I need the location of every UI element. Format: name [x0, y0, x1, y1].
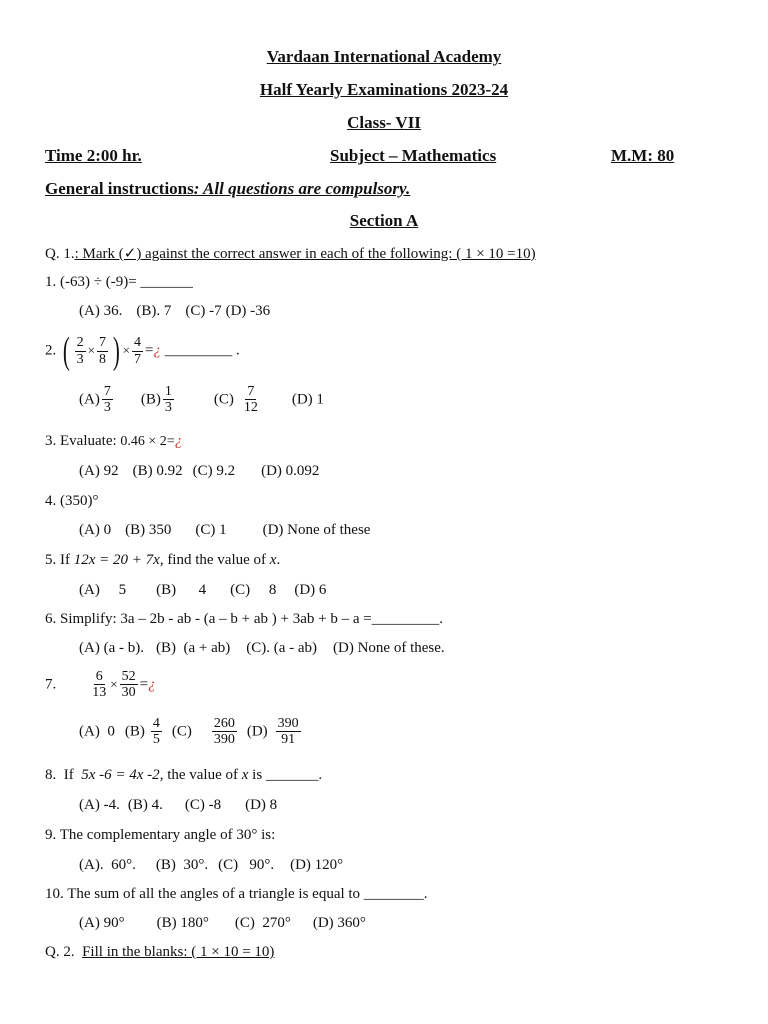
numerator: 1: [164, 384, 172, 399]
denominator: 12: [243, 400, 258, 416]
question-9: 9. The complementary angle of 30° is:: [45, 827, 276, 843]
option: (C) -7: [185, 303, 222, 319]
question-4-options: [79, 522, 370, 539]
option: (A) 36.: [79, 303, 123, 319]
denominator: 3: [103, 400, 111, 416]
time-label: Time 2:00 hr.: [45, 146, 142, 165]
q1-number: Q. 1.: [45, 246, 75, 262]
denominator: 5: [152, 732, 160, 748]
question-1: 1. (-63) ÷ (-9)= _______: [45, 274, 193, 290]
fraction: [75, 335, 86, 367]
option: (A) 5: [79, 582, 127, 598]
question-7: [45, 669, 156, 701]
option: (D) 1: [291, 391, 324, 408]
q2-instruction: Fill in the blanks: ( 1 × 10 = 10): [82, 944, 275, 960]
option: (B) (a + ab): [155, 640, 231, 656]
question-text: is _______.: [248, 767, 323, 783]
question-3-options: [79, 463, 319, 480]
times-sign: ×: [87, 342, 95, 358]
denominator: 91: [281, 732, 296, 748]
question-5-options: [79, 582, 326, 599]
question-8-options: [79, 797, 277, 814]
option: (B): [140, 391, 161, 408]
numerator: 52: [121, 669, 136, 684]
q2-number: Q. 2.: [45, 944, 83, 960]
option: (C): [213, 391, 234, 408]
equals-sign: =: [145, 342, 154, 359]
fraction: [90, 669, 108, 701]
option: (C): [171, 723, 192, 740]
question-8: [45, 767, 322, 784]
fraction: [242, 384, 260, 416]
times-sign: ×: [122, 342, 130, 358]
section-heading: Section A: [349, 211, 419, 230]
instructions-text: : All questions are compulsory.: [193, 179, 411, 198]
question-text: 8. If: [45, 767, 82, 783]
denominator: 8: [99, 351, 106, 367]
school-name: Vardaan International Academy: [266, 47, 502, 66]
expression: 0.46 × 2=: [120, 434, 175, 449]
denominator: 390: [213, 732, 235, 748]
option: (B): [124, 723, 145, 740]
instructions-label: General instructions: [45, 179, 194, 198]
equals-sign: =: [139, 676, 149, 693]
numerator: 6: [95, 669, 103, 684]
option: (D) 6: [294, 582, 327, 598]
max-marks: M.M: 80: [611, 146, 675, 165]
fraction: [151, 716, 162, 748]
option: (A) 0: [79, 723, 115, 740]
subject-label: Subject – Mathematics: [330, 146, 497, 165]
question-text: , the value of: [159, 767, 242, 783]
denominator: 3: [164, 400, 172, 416]
variable: x: [241, 767, 249, 783]
option: (B) 0.92: [132, 463, 183, 479]
option: (A): [79, 391, 100, 408]
numerator: 7: [247, 384, 255, 399]
option: (D): [246, 723, 268, 740]
question-2: [45, 332, 240, 370]
fraction: [163, 384, 174, 416]
option: (B). 7: [136, 303, 172, 319]
question-4: 4. (350)°: [45, 493, 99, 509]
question-10-options: [79, 915, 366, 932]
option: (A) (a - b).: [79, 640, 144, 656]
fraction: [276, 716, 301, 748]
q1-heading: [45, 244, 536, 263]
denominator: 30: [121, 685, 136, 701]
question-9-options: [79, 857, 343, 874]
option: (D) 0.092: [261, 463, 320, 479]
question-6: 6. Simplify: 3a – 2b - ab - (a – b + ab ) + 3ab + b – a =_________.: [45, 611, 443, 627]
question-3: [45, 433, 182, 450]
option: (D) 360°: [312, 915, 366, 931]
option: (C) 270°: [234, 915, 291, 931]
question-2-options: [79, 384, 324, 416]
question-text: , find the value of: [159, 552, 270, 568]
denominator: 7: [134, 351, 141, 367]
option: (D) -36: [225, 303, 271, 319]
q2-heading: [45, 944, 274, 961]
fraction: [102, 384, 113, 416]
option: (D) 120°: [290, 857, 344, 873]
option: (B) 4.: [127, 797, 163, 813]
option: (B) 4: [156, 582, 207, 598]
question-6-options: [79, 640, 445, 657]
q2-number: 2.: [45, 342, 57, 359]
general-instructions: [45, 179, 410, 199]
question-text: 3. Evaluate:: [45, 433, 121, 449]
numerator: 2: [76, 335, 84, 351]
option: (C) 90°.: [218, 857, 275, 873]
q7-number: 7.: [45, 676, 57, 693]
fraction: [120, 669, 138, 701]
q1-instruction: : Mark (✓) against the correct answer in each of the following: ( 1 × 10 =10): [74, 246, 536, 262]
option: (A) 0: [79, 522, 112, 538]
numerator: 390: [277, 716, 299, 731]
option: (D) None of these: [262, 522, 371, 538]
inverted-question-mark: ¿: [153, 342, 161, 359]
option: (D) 8: [245, 797, 278, 813]
exam-title: Half Yearly Examinations 2023-24: [259, 80, 509, 99]
question-5: [45, 552, 280, 569]
class-title: Class- VII: [347, 113, 421, 132]
option: (A) -4.: [79, 797, 120, 813]
option: (C) 8: [230, 582, 277, 598]
numerator: 4: [134, 335, 141, 351]
question-text: 5. If: [45, 552, 74, 568]
times-sign: ×: [110, 676, 118, 692]
option: (B) 350: [125, 522, 172, 538]
right-paren: ): [112, 330, 120, 372]
inverted-question-mark: ¿: [148, 676, 156, 693]
option: (C) 9.2: [192, 463, 236, 479]
equation: 5x -6 = 4x -2: [81, 767, 160, 783]
fraction: [132, 335, 143, 367]
left-paren: (: [62, 330, 70, 372]
equation: 12x = 20 + 7x: [73, 552, 160, 568]
question-10: 10. The sum of all the angles of a triangle is equal to ________.: [45, 886, 428, 902]
option: (C) -8: [184, 797, 222, 813]
option: (A) 92: [79, 463, 119, 479]
variable: x: [269, 552, 277, 568]
inverted-question-mark: ¿: [174, 433, 183, 449]
option: (D) None of these.: [333, 640, 445, 656]
option: (A) 90°: [79, 915, 125, 931]
numerator: 7: [103, 384, 111, 399]
question-text: .: [276, 552, 281, 568]
option: (A). 60°.: [79, 857, 136, 873]
numerator: 7: [99, 335, 106, 351]
numerator: 260: [213, 716, 235, 731]
fraction: [97, 335, 108, 367]
denominator: 3: [76, 351, 84, 367]
numerator: 4: [152, 716, 160, 731]
fraction: [212, 716, 237, 748]
question-1-options: [79, 303, 270, 320]
option: (B) 180°: [156, 915, 209, 931]
option: (B) 30°.: [155, 857, 209, 873]
answer-blank: _________ .: [160, 342, 240, 359]
option: (C) 1: [195, 522, 227, 538]
denominator: 13: [92, 685, 107, 701]
question-7-options: [79, 716, 303, 748]
option: (C). (a - ab): [246, 640, 318, 656]
